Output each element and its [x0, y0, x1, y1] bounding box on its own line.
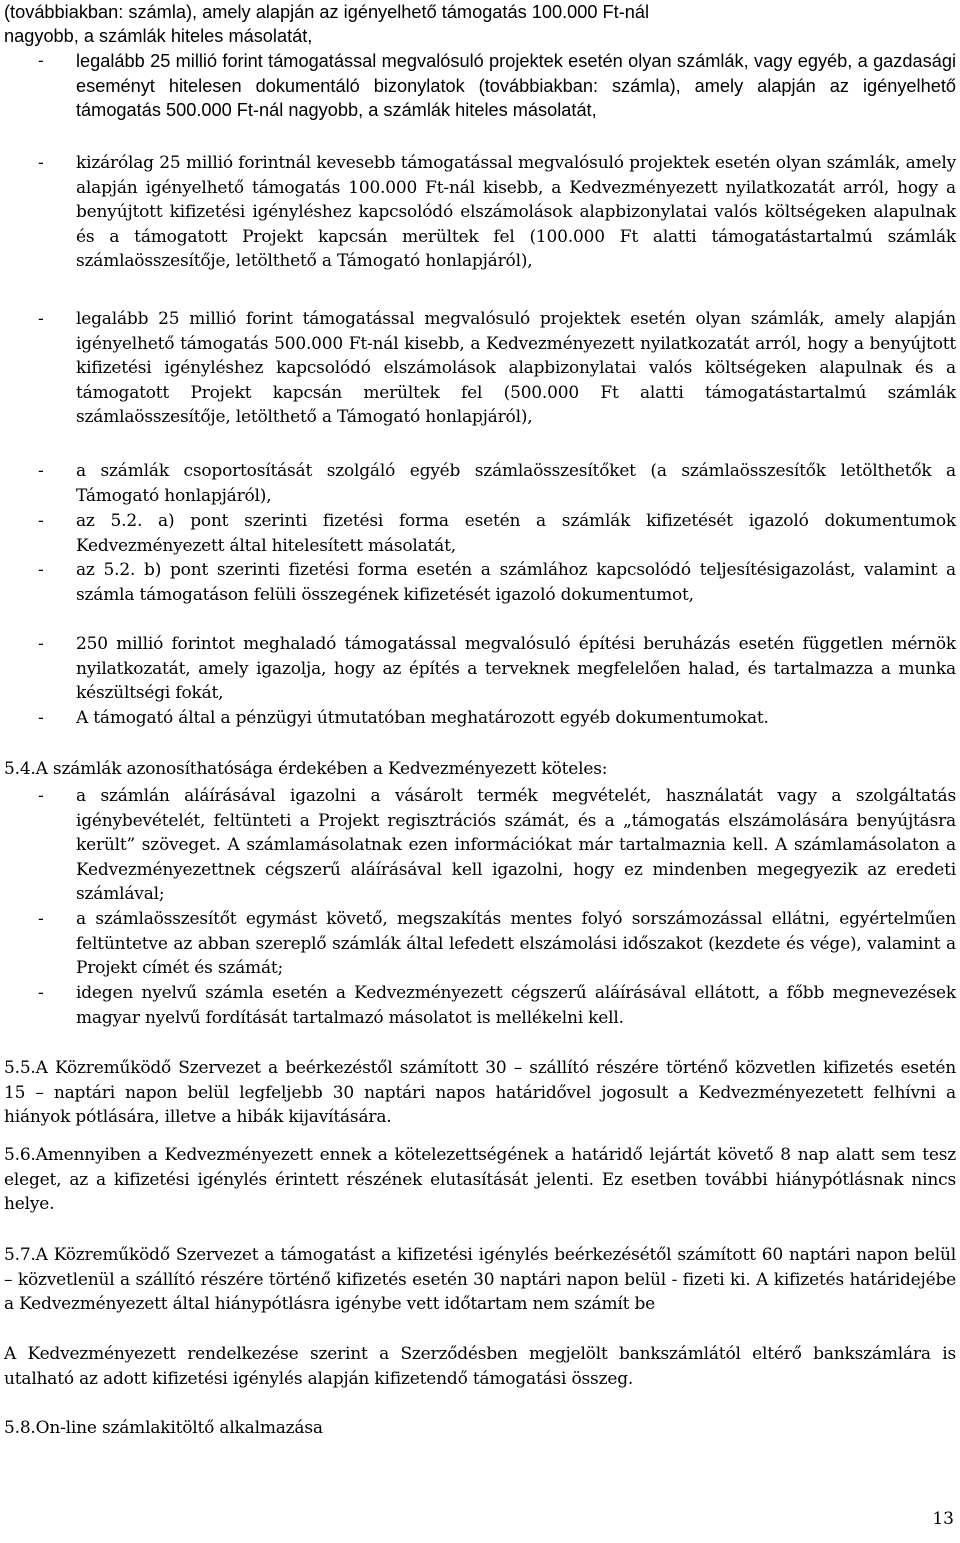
- section-text: A számlák azonosíthatósága érdekében a Kedvezményezett köteles:: [35, 759, 608, 779]
- section-number: 5.8.: [4, 1418, 36, 1438]
- continuation-line-2: nagyobb, a számlák hiteles másolatát,: [4, 26, 313, 46]
- section-number: 5.7.: [4, 1245, 36, 1265]
- list-dash: -: [38, 983, 44, 1003]
- section-5-5: [4, 1056, 956, 1130]
- list-item-text: idegen nyelvű számla esetén a Kedvezményezett cégszerű aláírásával ellátott, a főbb megnevezések magyar nyelvű fordítását tartalmazó másolatot is mellékelni kell.: [76, 983, 956, 1028]
- list-item-text: az 5.2. a) pont szerinti fizetési forma esetén a számlák kifizetését igazoló dokumentumok Kedvezményezett által hitelesített másolatát,: [76, 511, 956, 556]
- section-number: 5.6.: [4, 1145, 36, 1165]
- section-number: 5.4.: [4, 759, 36, 779]
- list-dash: -: [38, 309, 44, 329]
- list-dash: -: [38, 153, 44, 173]
- list-dash: -: [38, 786, 44, 806]
- list-dash: -: [38, 560, 44, 580]
- section-text: A Közreműködő Szervezet a beérkezéstől számított 30 – szállító részére történő közvetlen kifizetés esetén 15 – naptári napon belül legfeljebb 30 naptári napos határidővel jogosult a Kedvezményezetett felhívni a hiányok pótlására, illetve a hibák kijavítására.: [4, 1058, 956, 1128]
- list-item-text: A támogató által a pénzügyi útmutatóban meghatározott egyéb dokumentumokat.: [76, 708, 769, 728]
- list-item-text: legalább 25 millió forint támogatással megvalósuló projektek esetén olyan számlák, vagy egyéb, a gazdasági eseményt hitelesen dokumentáló bizonylatok (továbbiakban: számla), amely alapján az igényelhető támogatás 500.000 Ft-nál nagyobb, a számlák hiteles másolatát,: [76, 51, 956, 121]
- list-dash: -: [38, 511, 44, 531]
- list-item-text: a számlák csoportosítását szolgáló egyéb számlaösszesítőket (a számlaösszesítők letölthetők a Támogató honlapjáról),: [76, 461, 956, 506]
- page-number: 13: [932, 1509, 954, 1529]
- section-text: A Közreműködő Szervezet a támogatást a kifizetési igénylés beérkezésétől számított 60 naptári napon belül – közvetlenül a szállító részére történő kifizetés esetén 30 naptári napon belül - fizeti ki. A kifizetés határidejébe a Kedvezményezett által hiánypótlásra igénybe vett időtartam nem számít be: [4, 1245, 956, 1315]
- list-dash: -: [38, 634, 44, 654]
- section-5-7: [4, 1243, 956, 1317]
- section-5-6: [4, 1143, 956, 1217]
- section-text: Amennyiben a Kedvezményezett ennek a kötelezettségének a határidő lejártát követő 8 nap alatt sem tesz eleget, az a kifizetési igénylés érintett részének elutasítását jelenti. Ez esetben további hiánypótlásnak nincs helye.: [4, 1145, 956, 1215]
- list-dash: -: [38, 708, 44, 728]
- list-dash: -: [38, 909, 44, 929]
- section-5-8: [4, 1416, 956, 1441]
- list-item-text: 250 millió forintot meghaladó támogatással megvalósuló építési beruházás esetén független mérnök nyilatkozatát, amely igazolja, hogy az építés a terveknek megfelelően halad, és tartalmazza a munka készültségi fokát,: [76, 634, 956, 704]
- list-item-text: kizárólag 25 millió forintnál kevesebb támogatással megvalósuló projektek esetén olyan számlák, amely alapján igényelhető támogatás 100.000 Ft-nál kisebb, a Kedvezményezett nyilatkozatát arról, hogy a benyújtott kifizetési igényléshez kapcsolódó elszámolások alapbizonylatai valós költségeken alapulnak és a támogatott Projekt kapcsán merültek fel (100.000 Ft alatti támogatástartalmú számlák számlaösszesítője, letölthető a Támogató honlapjáról),: [76, 153, 956, 272]
- section-number: 5.5.: [4, 1058, 36, 1078]
- list-item-text: a számlaösszesítőt egymást követő, megszakítás mentes folyó sorszámozással ellátni, egyértelműen feltüntetve az abban szereplő számlák által lefedett elszámolási időszakot (kezdete és vége), valamint a Projekt címét és számát;: [76, 909, 956, 979]
- list-dash: -: [38, 51, 44, 70]
- list-dash: -: [38, 461, 44, 481]
- list-item-text: legalább 25 millió forint támogatással megvalósuló projektek esetén olyan számlák, amely alapján igényelhető támogatás 500.000 Ft-nál kisebb, a Kedvezményezett nyilatkozatát arról, hogy a benyújtott kifizetési igényléshez kapcsolódó elszámolások alapbizonylatai valós költségeken alapulnak és a támogatott Projekt kapcsán merültek fel (500.000 Ft alatti támogatástartalmú számlák számlaösszesítője, letölthető a Támogató honlapjáról),: [76, 309, 956, 428]
- list-item-text: a számlán aláírásával igazolni a vásárolt termék megvételét, használatát vagy a szolgáltatás igénybevételét, feltünteti a Projekt regisztrációs számát, és a „támogatás elszámolására benyújtásra került” szöveget. A számlamásolatnak ezen információkat már tartalmaznia kell. A számlamásolaton a Kedvezményezettnek cégszerű aláírásával kell igazolni, hogy ez mindenben megegyezik az eredeti számlával;: [76, 786, 956, 905]
- section-text: On-line számlakitöltő alkalmazása: [35, 1418, 323, 1438]
- section-5-4: [4, 757, 956, 782]
- list-item-text: az 5.2. b) pont szerinti fizetési forma esetén a számlához kapcsolódó teljesítésigazolást, valamint a számla támogatáson felüli összegének kifizetését igazoló dokumentumot,: [76, 560, 956, 605]
- section-5-7-paragraph-2: A Kedvezményezett rendelkezése szerint a Szerződésben megjelölt bankszámlától eltérő bankszámlára is utalható az adott kifizetési igénylés alapján kifizetendő támogatási összeg.: [4, 1344, 956, 1389]
- continuation-line-1: (továbbiakban: számla), amely alapján az igényelhető támogatás 100.000 Ft-nál: [4, 2, 650, 22]
